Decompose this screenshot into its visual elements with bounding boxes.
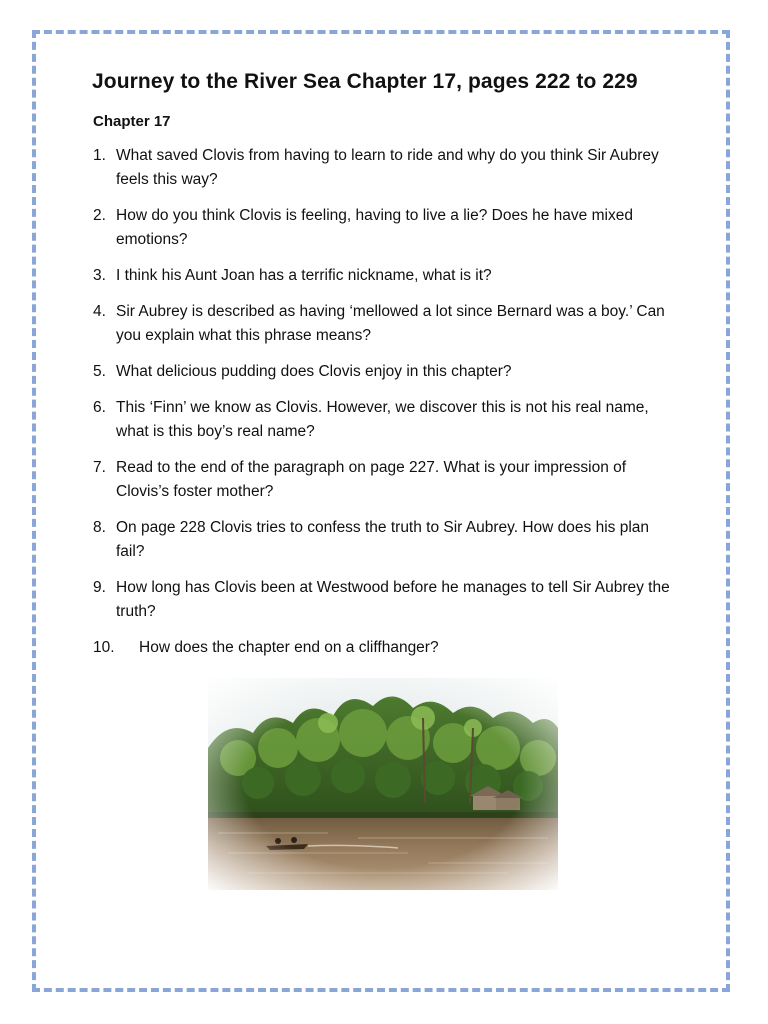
- question-number: 2.: [93, 207, 106, 224]
- question-number: 3.: [93, 267, 106, 284]
- question-text: How does the chapter end on a cliffhanger?: [139, 639, 439, 656]
- question-item: [93, 636, 673, 660]
- question-item: [93, 516, 673, 564]
- question-text: Sir Aubrey is described as having ‘mellowed a lot since Bernard was a boy.’ Can you explain what this phrase means?: [116, 303, 665, 344]
- question-text: What delicious pudding does Clovis enjoy in this chapter?: [116, 363, 512, 380]
- question-item: [93, 204, 673, 252]
- question-list: [93, 144, 673, 672]
- question-item: [93, 264, 673, 288]
- question-number: 6.: [93, 399, 106, 416]
- question-item: [93, 360, 673, 384]
- question-item: [93, 576, 673, 624]
- chapter-heading: Chapter 17: [93, 113, 171, 130]
- question-item: [93, 396, 673, 444]
- question-text: This ‘Finn’ we know as Clovis. However, we discover this is not his real name, what is this boy’s real name?: [116, 399, 649, 440]
- question-text: On page 228 Clovis tries to confess the truth to Sir Aubrey. How does his plan fail?: [116, 519, 650, 560]
- question-text: What saved Clovis from having to learn to ride and why do you think Sir Aubrey feels this way?: [116, 147, 659, 188]
- jungle-river-photo: [208, 678, 558, 890]
- question-number: 10.: [93, 639, 115, 656]
- question-number: 5.: [93, 363, 106, 380]
- question-text: I think his Aunt Joan has a terrific nickname, what is it?: [116, 267, 492, 284]
- page-title: Journey to the River Sea Chapter 17, pages 222 to 229: [92, 70, 638, 93]
- question-item: [93, 144, 673, 192]
- question-number: 9.: [93, 579, 106, 596]
- question-item: [93, 300, 673, 348]
- question-number: 1.: [93, 147, 106, 164]
- question-text: Read to the end of the paragraph on page 227. What is your impression of Clovis’s foster mother?: [116, 459, 627, 500]
- question-item: [93, 456, 673, 504]
- question-number: 7.: [93, 459, 106, 476]
- question-number: 4.: [93, 303, 106, 320]
- question-number: 8.: [93, 519, 106, 536]
- question-text: How do you think Clovis is feeling, having to live a lie? Does he have mixed emotions?: [116, 207, 633, 248]
- question-text: How long has Clovis been at Westwood before he manages to tell Sir Aubrey the truth?: [116, 579, 670, 620]
